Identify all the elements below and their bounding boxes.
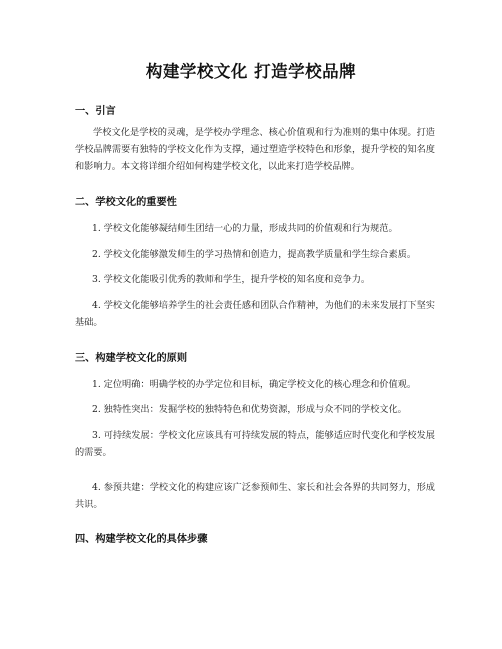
- list-item: [75, 376, 435, 393]
- list-item-text: 4. 学校文化能够培养学生的社会责任感和团队合作精神，为他们的未来发展打下坚实基础。: [75, 300, 435, 328]
- list-item: [75, 271, 435, 288]
- section-introduction-body: [75, 124, 435, 175]
- list-item-text: 1. 学校文化能够凝结师生团结一心的力量，形成共同的价值观和行为规范。: [92, 223, 398, 234]
- list-item: [75, 297, 435, 331]
- section-introduction: [75, 105, 435, 119]
- list-item-text: 3. 可持续发展：学校文化应该具有可持续发展的特点，能够适应时代变化和学校发展的需要。: [75, 430, 435, 458]
- document-title: 构建学校文化 打造学校品牌: [145, 62, 357, 81]
- list-item-text: 2. 学校文化能够激发师生的学习热情和创造力，提高教学质量和学生综合素质。: [92, 249, 417, 260]
- section-steps: [75, 533, 435, 547]
- list-item: [75, 220, 435, 237]
- list-item: [75, 479, 435, 513]
- paragraph: 学校文化是学校的灵魂，是学校办学理念、核心价值观和行为准则的集中体现。打造学校品牌需要有独特的学校文化作为支撑，通过塑造学校特色和形象，提升学校的知名度和影响力。本文将详细介绍如何构建学校文化，以此来打造学校品牌。: [75, 127, 435, 172]
- section-principles: [75, 352, 435, 366]
- list-item: [75, 401, 435, 418]
- list-item-text: 2. 独特性突出：发掘学校的独特特色和优势资源，形成与众不同的学校文化。: [92, 404, 407, 415]
- section-heading: 四、构建学校文化的具体步骤: [75, 534, 208, 545]
- section-heading: 二、学校文化的重要性: [75, 197, 177, 208]
- list-item-text: 1. 定位明确：明确学校的办学定位和目标，确定学校文化的核心理念和价值观。: [92, 379, 417, 390]
- list-item-text: 4. 参预共建：学校文化的构建应该广泛参预师生、家长和社会各界的共同努力，形成共识。: [75, 482, 435, 510]
- section-importance: [75, 196, 435, 210]
- section-heading: 三、构建学校文化的原则: [75, 353, 188, 364]
- list-item-text: 3. 学校文化能吸引优秀的教师和学生，提升学校的知名度和竞争力。: [92, 274, 371, 285]
- section-heading: 一、引言: [75, 106, 116, 117]
- list-item: [75, 246, 435, 263]
- list-item: [75, 427, 435, 461]
